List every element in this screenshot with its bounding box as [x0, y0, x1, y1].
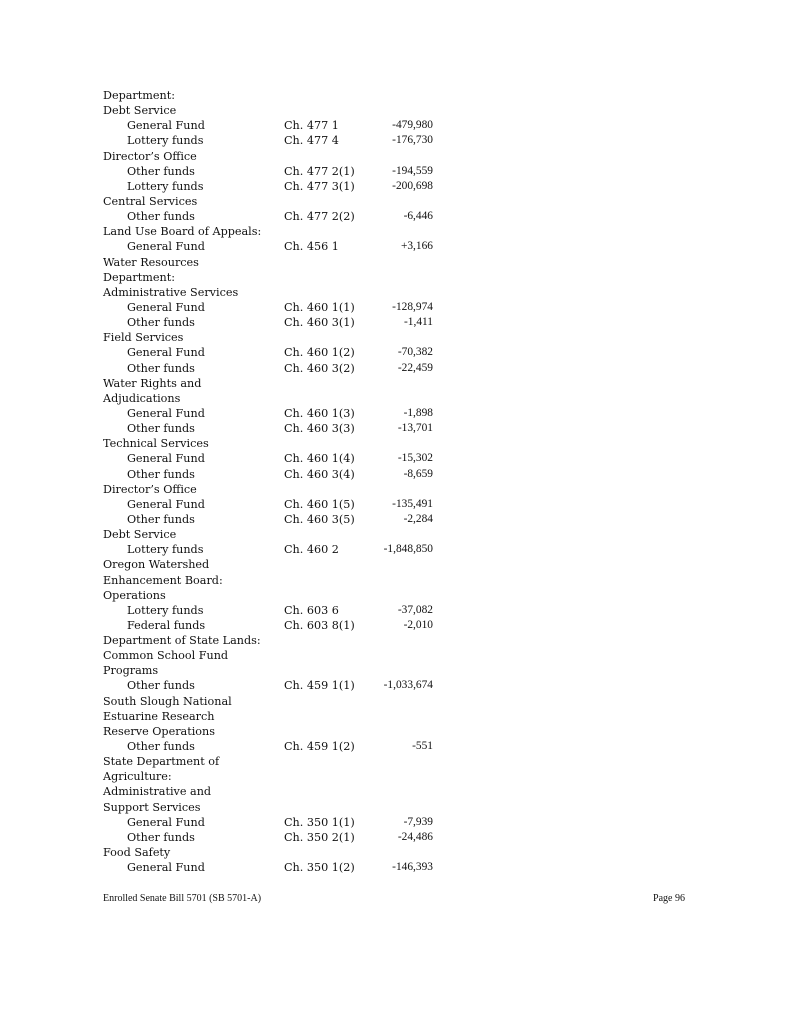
fund-label: Federal funds — [127, 618, 206, 632]
heading-label: Debt Service — [103, 104, 177, 118]
fund-label: General Fund — [127, 815, 205, 829]
amount: -1,033,674 — [383, 679, 433, 692]
amount: -22,459 — [397, 361, 433, 374]
table-row — [103, 467, 443, 482]
heading-label: Adjudications — [103, 391, 181, 405]
fund-label: Other funds — [127, 316, 195, 330]
table-row — [103, 300, 443, 315]
chapter-reference: Ch. 460 3(3) — [284, 422, 355, 436]
heading-label: Food Safety — [103, 846, 171, 860]
page-footer — [103, 893, 685, 909]
table-row — [103, 133, 443, 148]
amount: -200,698 — [392, 179, 433, 192]
chapter-reference: Ch. 477 4 — [284, 134, 339, 148]
amount: -479,980 — [392, 119, 433, 132]
chapter-reference: Ch. 477 3(1) — [284, 179, 355, 193]
section-heading — [103, 754, 443, 769]
table-row — [103, 739, 443, 754]
budget-adjustment-table — [103, 88, 443, 875]
bill-title: Enrolled Senate Bill 5701 (SB 5701-A) — [103, 893, 262, 904]
section-heading — [103, 391, 443, 406]
section-heading — [103, 709, 443, 724]
table-row — [103, 542, 443, 557]
fund-label: Other funds — [127, 740, 195, 754]
heading-label: Support Services — [103, 800, 201, 814]
chapter-reference: Ch. 477 1 — [284, 119, 339, 133]
amount: -8,659 — [403, 467, 433, 480]
table-row — [103, 860, 443, 875]
fund-label: Other funds — [127, 830, 195, 844]
section-heading — [103, 255, 443, 270]
heading-label: Director’s Office — [103, 482, 197, 496]
chapter-reference: Ch. 459 1(2) — [284, 740, 355, 754]
table-row — [103, 618, 443, 633]
chapter-reference: Ch. 460 1(2) — [284, 346, 355, 360]
chapter-reference: Ch. 460 3(1) — [284, 316, 355, 330]
section-heading — [103, 800, 443, 815]
amount: -128,974 — [392, 300, 433, 313]
heading-label: Department of State Lands: — [103, 634, 261, 648]
chapter-reference: Ch. 460 3(2) — [284, 361, 355, 375]
amount: -13,701 — [397, 422, 433, 435]
section-heading — [103, 724, 443, 739]
amount: -2,284 — [403, 512, 433, 525]
chapter-reference: Ch. 350 2(1) — [284, 830, 355, 844]
section-heading — [103, 633, 443, 648]
table-row — [103, 512, 443, 527]
heading-label: Agriculture: — [103, 770, 172, 784]
amount: -15,302 — [397, 452, 433, 465]
section-heading — [103, 376, 443, 391]
amount: -37,082 — [397, 603, 433, 616]
heading-label: Water Rights and — [103, 376, 202, 390]
chapter-reference: Ch. 477 2(1) — [284, 164, 355, 178]
section-heading — [103, 557, 443, 572]
amount: -176,730 — [392, 134, 433, 147]
fund-label: General Fund — [127, 452, 205, 466]
table-row — [103, 406, 443, 421]
heading-label: Oregon Watershed — [103, 558, 210, 572]
fund-label: Other funds — [127, 467, 195, 481]
fund-label: General Fund — [127, 300, 205, 314]
section-heading — [103, 330, 443, 345]
table-row — [103, 164, 443, 179]
table-row — [103, 497, 443, 512]
fund-label: General Fund — [127, 861, 205, 875]
heading-label: Estuarine Research — [103, 709, 215, 723]
section-heading — [103, 845, 443, 860]
fund-label: Lottery funds — [127, 603, 204, 617]
section-heading — [103, 270, 443, 285]
section-heading — [103, 648, 443, 663]
chapter-reference: Ch. 350 1(2) — [284, 861, 355, 875]
fund-label: Lottery funds — [127, 179, 204, 193]
table-row — [103, 451, 443, 466]
table-row — [103, 815, 443, 830]
heading-label: Department: — [103, 89, 175, 102]
section-heading — [103, 436, 443, 451]
chapter-reference: Ch. 460 3(5) — [284, 512, 355, 526]
section-heading — [103, 194, 443, 209]
chapter-reference: Ch. 460 1(1) — [284, 300, 355, 314]
heading-label: State Department of — [103, 755, 220, 769]
fund-label: Other funds — [127, 679, 195, 693]
amount: -24,486 — [397, 830, 433, 843]
amount: -6,446 — [403, 210, 433, 223]
heading-label: Administrative Services — [103, 285, 239, 299]
section-heading — [103, 784, 443, 799]
amount: +3,166 — [400, 240, 433, 253]
chapter-reference: Ch. 603 8(1) — [284, 618, 355, 632]
heading-label: Reserve Operations — [103, 724, 215, 738]
amount: -2,010 — [403, 618, 433, 631]
table-row — [103, 678, 443, 693]
table-row — [103, 830, 443, 845]
section-heading — [103, 224, 443, 239]
fund-label: Other funds — [127, 512, 195, 526]
chapter-reference: Ch. 460 1(5) — [284, 497, 355, 511]
table-row — [103, 345, 443, 360]
heading-label: Operations — [103, 588, 166, 602]
table-row — [103, 239, 443, 254]
heading-label: Common School Fund — [103, 649, 229, 663]
fund-label: Lottery funds — [127, 134, 204, 148]
chapter-reference: Ch. 350 1(1) — [284, 815, 355, 829]
heading-label: Department: — [103, 270, 175, 284]
section-heading — [103, 694, 443, 709]
section-heading — [103, 285, 443, 300]
table-row — [103, 315, 443, 330]
heading-label: Director’s Office — [103, 149, 197, 163]
heading-label: Central Services — [103, 194, 198, 208]
amount: -135,491 — [392, 497, 433, 510]
fund-label: Other funds — [127, 361, 195, 375]
chapter-reference: Ch. 459 1(1) — [284, 679, 355, 693]
heading-label: Administrative and — [103, 785, 212, 799]
fund-label: General Fund — [127, 497, 205, 511]
amount: -1,898 — [403, 406, 433, 419]
fund-label: General Fund — [127, 346, 205, 360]
amount: -1,848,850 — [383, 543, 433, 556]
chapter-reference: Ch. 460 3(4) — [284, 467, 355, 481]
fund-label: General Fund — [127, 406, 205, 420]
section-heading — [103, 88, 443, 103]
heading-label: Technical Services — [103, 437, 209, 451]
fund-label: General Fund — [127, 240, 205, 254]
section-heading — [103, 149, 443, 164]
amount: -1,411 — [404, 316, 433, 329]
section-heading — [103, 527, 443, 542]
table-row — [103, 209, 443, 224]
heading-label: Enhancement Board: — [103, 573, 223, 587]
amount: -146,393 — [392, 861, 433, 874]
heading-label: South Slough National — [103, 694, 232, 708]
section-heading — [103, 482, 443, 497]
heading-label: Debt Service — [103, 528, 177, 542]
fund-label: General Fund — [127, 119, 205, 133]
section-heading — [103, 588, 443, 603]
chapter-reference: Ch. 456 1 — [284, 240, 339, 254]
amount: -551 — [412, 740, 433, 753]
table-row — [103, 421, 443, 436]
chapter-reference: Ch. 477 2(2) — [284, 210, 355, 224]
page-number: Page 96 — [653, 893, 685, 904]
section-heading — [103, 573, 443, 588]
heading-label: Water Resources — [103, 255, 199, 269]
section-heading — [103, 663, 443, 678]
fund-label: Other funds — [127, 210, 195, 224]
table-row — [103, 118, 443, 133]
chapter-reference: Ch. 460 1(4) — [284, 452, 355, 466]
fund-label: Other funds — [127, 164, 195, 178]
heading-label: Land Use Board of Appeals: — [103, 225, 262, 239]
amount: -7,939 — [403, 815, 433, 828]
fund-label: Lottery funds — [127, 543, 204, 557]
chapter-reference: Ch. 460 1(3) — [284, 406, 355, 420]
table-row — [103, 179, 443, 194]
chapter-reference: Ch. 460 2 — [284, 543, 339, 557]
amount: -70,382 — [397, 346, 433, 359]
section-heading — [103, 103, 443, 118]
amount: -194,559 — [392, 164, 433, 177]
heading-label: Field Services — [103, 331, 184, 345]
table-row — [103, 361, 443, 376]
table-row — [103, 603, 443, 618]
heading-label: Programs — [103, 664, 159, 678]
section-heading — [103, 769, 443, 784]
chapter-reference: Ch. 603 6 — [284, 603, 339, 617]
fund-label: Other funds — [127, 422, 195, 436]
